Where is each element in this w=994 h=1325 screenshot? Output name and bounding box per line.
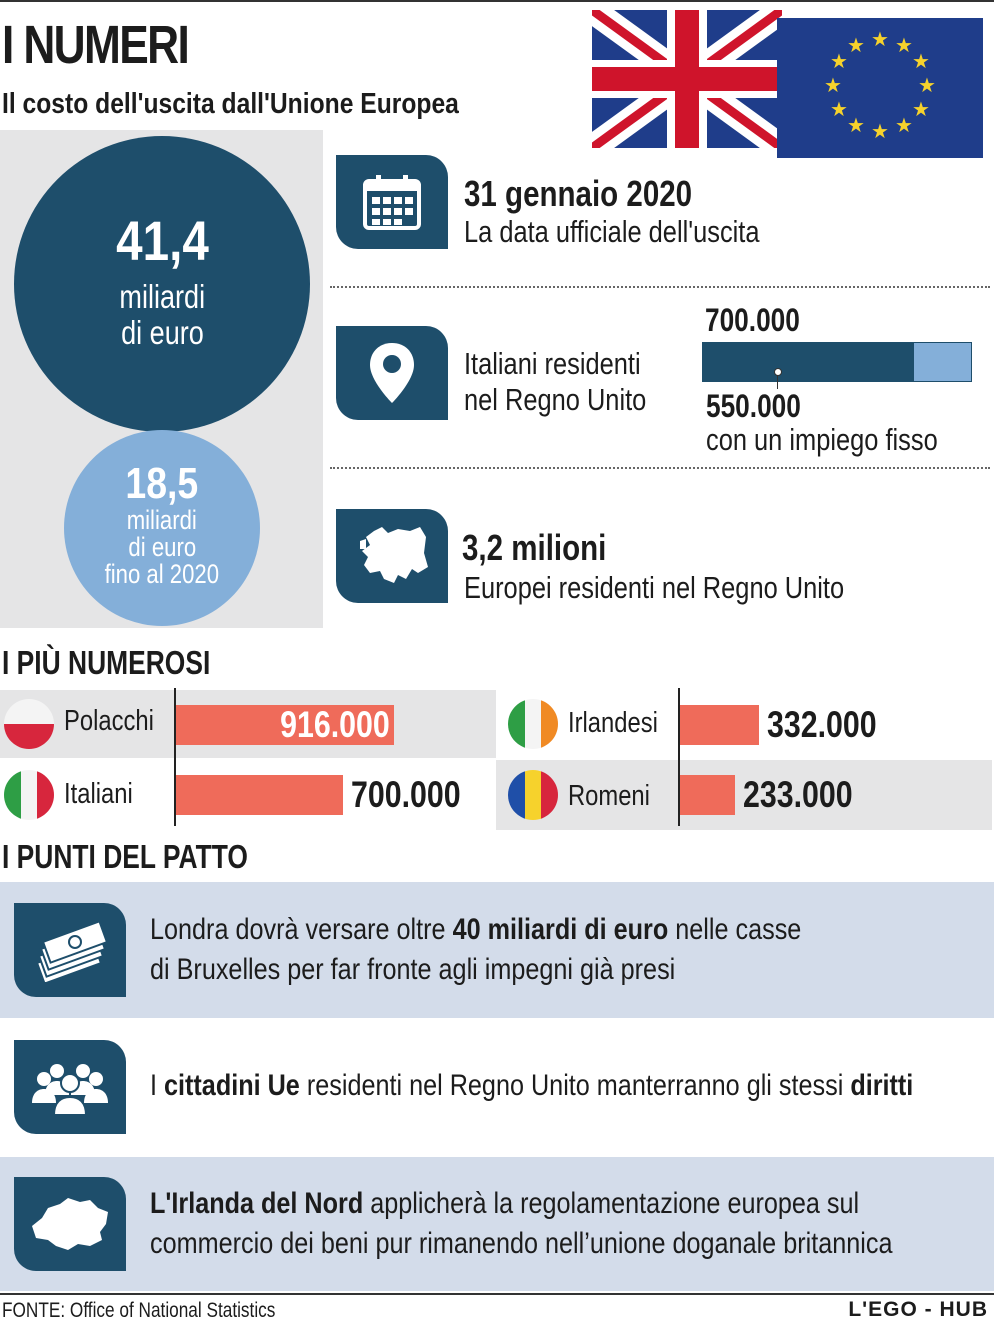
svg-text:★: ★ [824,73,842,97]
divider [330,286,990,288]
partial-cost-unit-2: di euro [128,531,196,562]
pact-point-1-line-2: di Bruxelles per far fronte agli impegni già presi [150,953,676,986]
italy-flag-icon [4,770,54,820]
total-cost-unit-2: di euro [120,313,204,351]
partial-cost-value: 18,5 [125,458,199,508]
italians-label-1: Italiani residenti [464,346,641,381]
divider [330,467,990,469]
uk-flag-icon [592,10,782,148]
source-note: FONTE: Office of National Statistics [2,1299,276,1322]
svg-text:★: ★ [895,33,913,57]
italians-label-2: nel Regno Unito [464,382,647,417]
svg-text:★: ★ [830,97,848,121]
svg-text:★: ★ [895,113,913,137]
text-part: nelle casse [668,913,802,946]
text-emphasis: 40 miliardi di euro [452,913,669,946]
marker-dot [774,368,782,376]
northern-ireland-map-icon [28,1196,112,1252]
calendar-icon-box [336,155,448,249]
svg-text:★: ★ [847,33,865,57]
bar-value: 700.000 [351,774,461,815]
money-icon-box [14,903,126,997]
svg-text:★: ★ [918,73,936,97]
page-subtitle: Il costo dell'uscita dall'Unione Europea [2,88,459,120]
svg-text:★: ★ [830,49,848,73]
bar-romeni [680,775,735,815]
partial-cost-unit-3: fino al 2020 [104,558,220,589]
bar-italiani [176,775,343,815]
partial-cost-unit-1: miliardi [126,504,198,535]
italians-total: 700.000 [705,302,800,338]
ireland-icon-box [14,1177,126,1271]
exit-date: 31 gennaio 2020 [464,173,693,214]
total-cost-unit-1: miliardi [119,277,205,315]
text-part: residenti nel Regno Unito manterranno gli stessi [299,1069,851,1102]
pact-point-2 [150,1066,913,1106]
europeans-value: 3,2 milioni [462,527,607,568]
people-icon-box [14,1040,126,1134]
europeans-label: Europei residenti nel Regno Unito [464,570,845,605]
ireland-flag-icon [508,699,558,749]
pact-point-1-line-1 [150,910,801,950]
europe-icon-box [336,509,448,603]
calendar-icon [362,173,422,231]
svg-text:★: ★ [871,27,889,51]
svg-text:★: ★ [912,97,930,121]
text-part: applicherà la regolamentazione europea sul [363,1187,860,1220]
svg-text:★: ★ [912,49,930,73]
brand-logo: L'EGO - HUB [848,1298,988,1321]
italians-employed-label: con un impiego fisso [706,422,938,457]
bar-value: 916.000 [280,704,390,745]
marker-line [777,375,778,389]
page-title: I NUMERI [2,15,189,75]
partial-cost-circle [64,430,260,626]
bar-polacchi [176,705,394,745]
pact-heading: I PUNTI DEL PATTO [2,838,248,875]
text-emphasis: diritti [850,1069,914,1102]
text-emphasis: L'Irlanda del Nord [150,1187,364,1220]
top-rule [0,0,994,2]
total-cost-circle [14,136,310,432]
exit-date-label: La data ufficiale dell'uscita [464,214,760,249]
text-emphasis: cittadini Ue [164,1069,300,1102]
text-part: Londra dovrà versare oltre [150,913,453,946]
group-people-icon [30,1057,110,1117]
svg-text:★: ★ [847,113,865,137]
total-cost-value: 41,4 [115,208,209,272]
footer-rule [0,1293,994,1295]
bar-value: 233.000 [743,774,853,815]
map-pin-icon [367,341,417,405]
eu-flag-icon [777,18,983,158]
nationality-label: Italiani [64,778,133,810]
bar-irlandesi [680,705,759,745]
numerous-heading: I PIÙ NUMEROSI [2,644,211,681]
nationality-label: Romeni [568,780,650,812]
pact-point-3-line-2: commercio dei beni pur rimanendo nell’unione doganale britannica [150,1227,893,1260]
poland-flag-icon [4,699,54,749]
romania-flag-icon [508,770,558,820]
bar-value: 332.000 [767,704,877,745]
europe-map-icon [354,523,430,589]
pact-point-3-line-1 [150,1184,859,1224]
nationality-label: Polacchi [64,705,154,737]
italians-bar [702,342,972,382]
italians-employed: 550.000 [706,388,801,424]
nationality-label: Irlandesi [568,707,658,739]
svg-text:★: ★ [871,119,889,143]
text-part: I [150,1069,165,1102]
italians-employed-bar [703,343,914,381]
money-stack-icon [33,918,107,982]
location-icon-box [336,326,448,420]
